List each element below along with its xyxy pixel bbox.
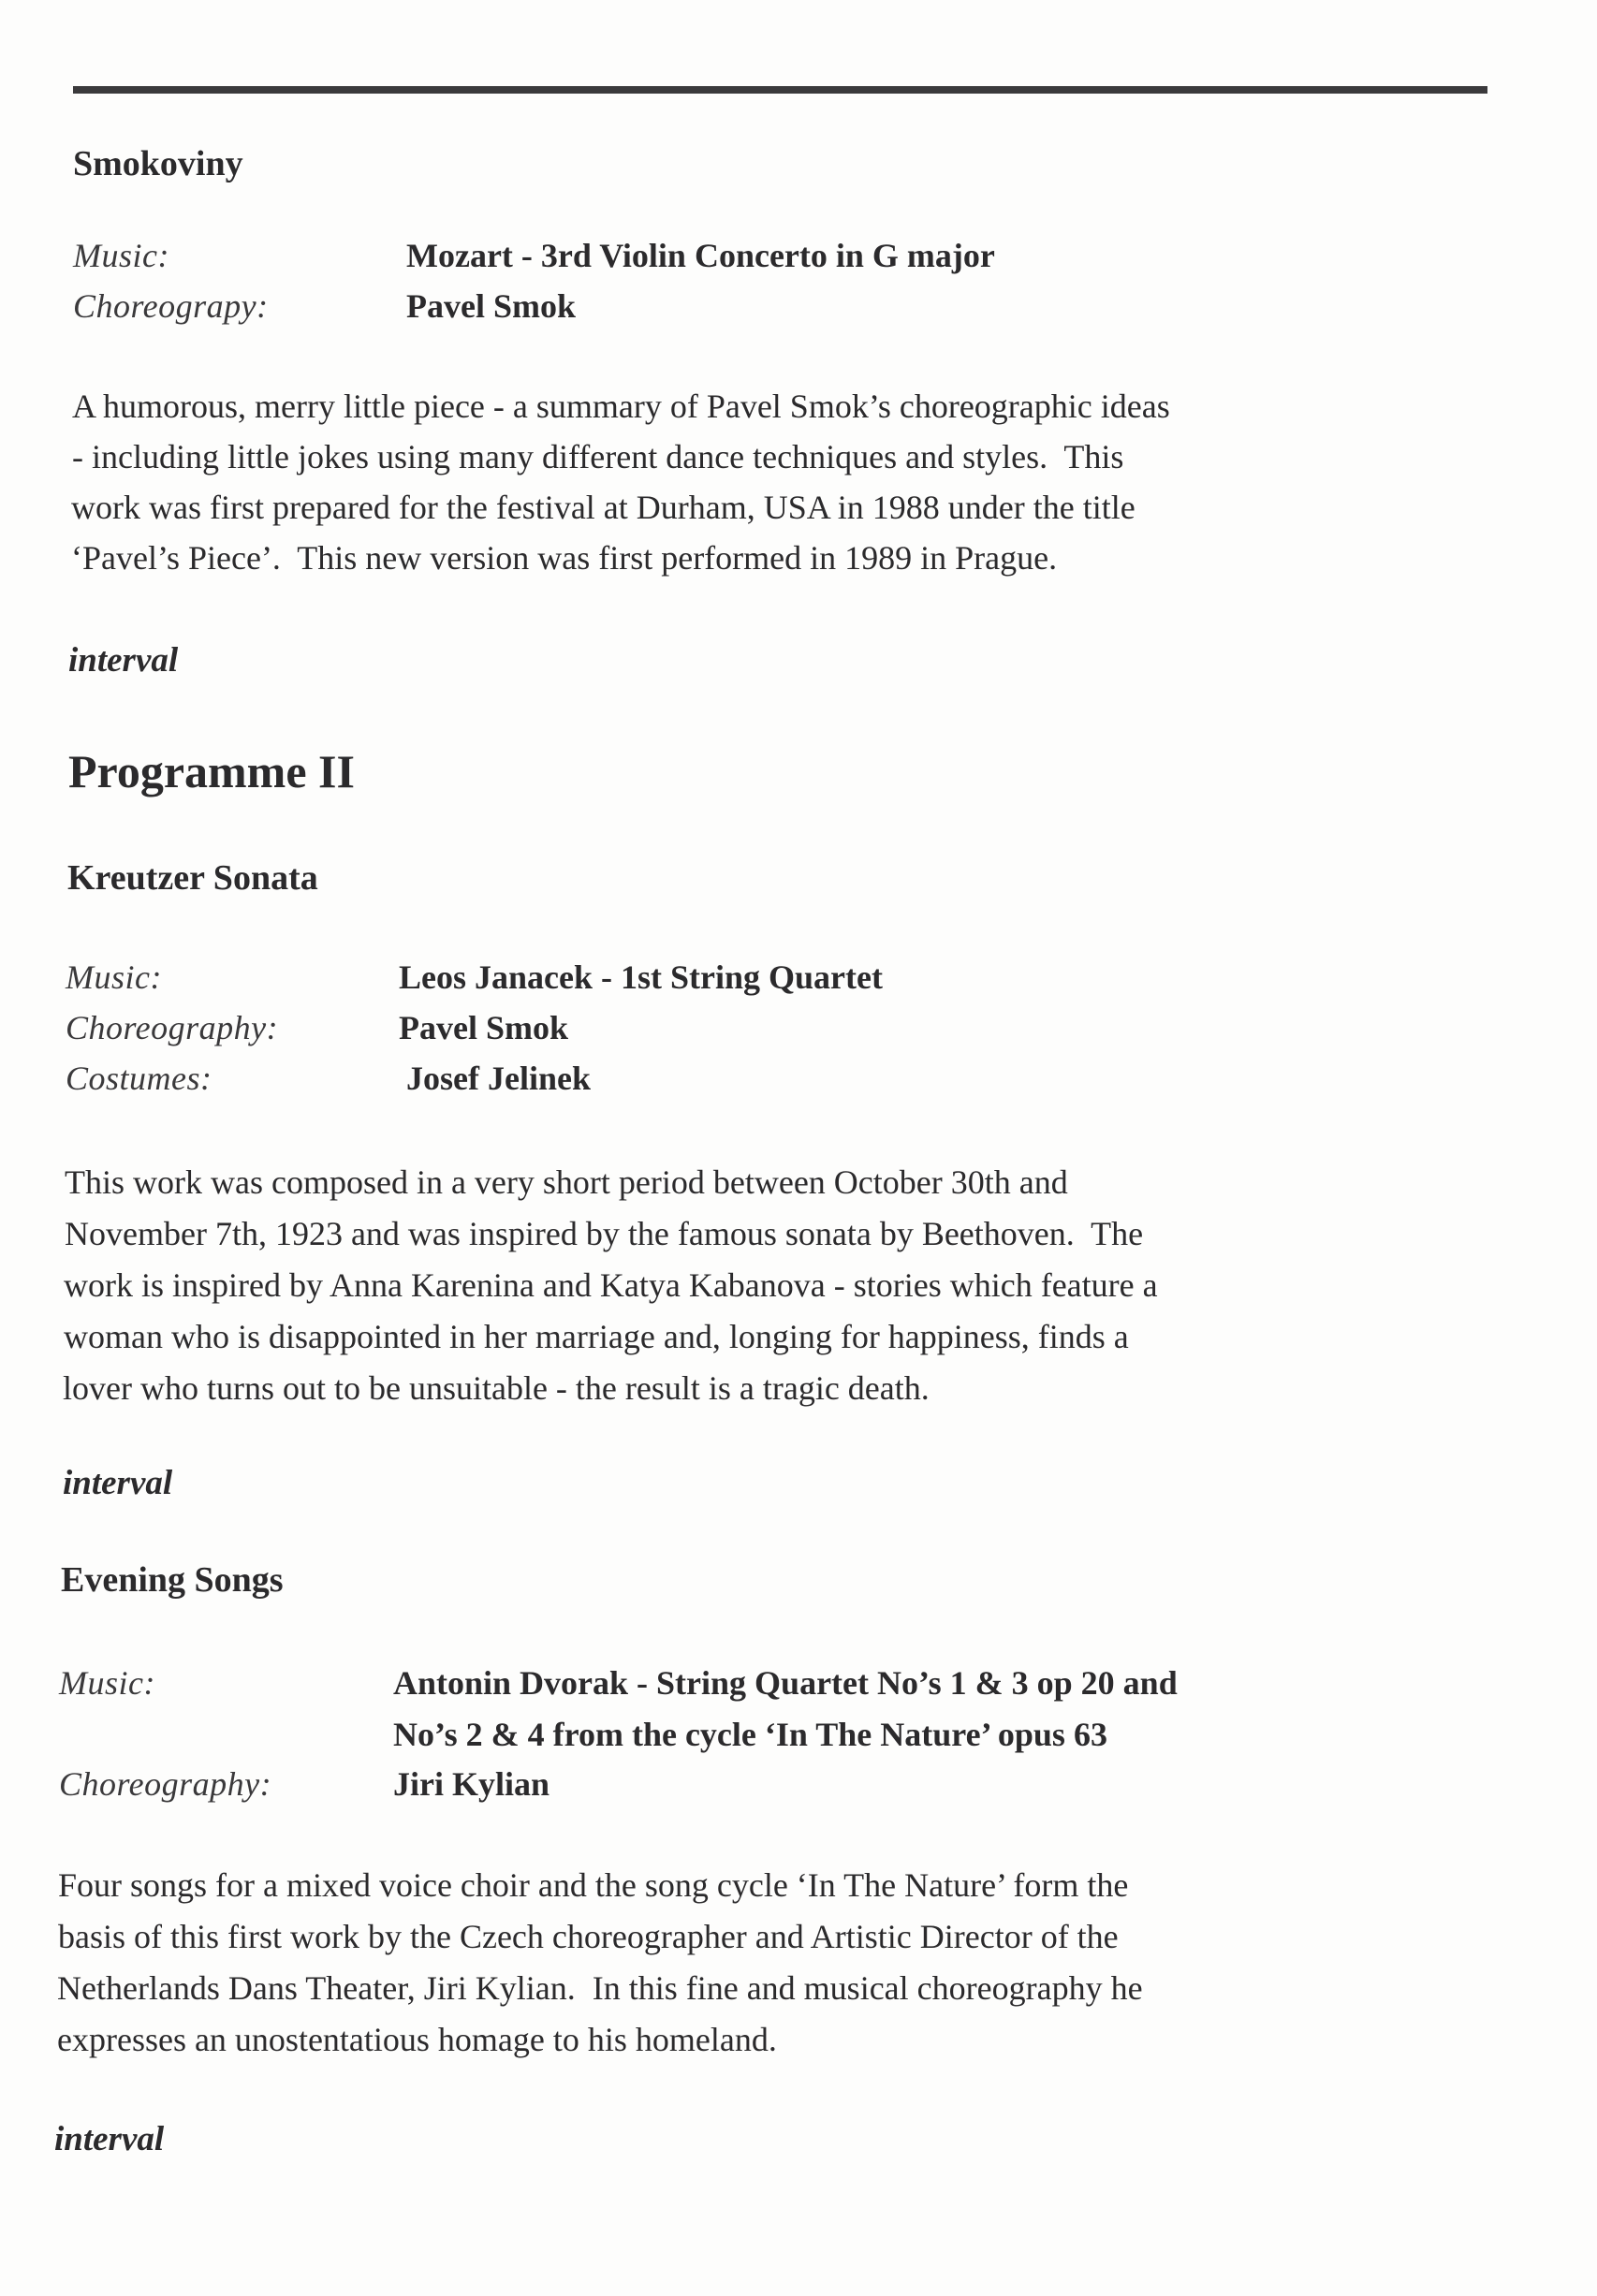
programme-heading: Programme II [68,745,355,797]
description-line: November 7th, 1923 and was inspired by the famous sonata by Beethoven. The [65,1215,1144,1252]
credit-label-music: Music: [66,958,162,996]
description-line: ‘Pavel’s Piece’. This new version was first performed in 1989 in Prague. [71,539,1058,577]
credit-label-music: Music: [73,237,169,274]
description-line: work was first prepared for the festival at Durham, USA in 1988 under the title [71,489,1135,526]
description-line: expresses an unostentatious homage to his homeland. [57,2021,777,2058]
piece-title: Kreutzer Sonata [67,858,318,898]
piece-title: Smokoviny [73,144,243,183]
credit-label-choreography: Choreography: [66,1009,279,1046]
credit-value-costumes: Josef Jelinek [406,1060,591,1097]
description-line: - including little jokes using many different dance techniques and styles. This [72,438,1124,475]
description-line: basis of this first work by the Czech choreographer and Artistic Director of the [58,1918,1119,1955]
piece-title: Evening Songs [61,1560,284,1600]
credit-value-music: Leos Janacek - 1st String Quartet [399,958,883,996]
credit-value-choreography: Pavel Smok [406,287,577,325]
credit-value-choreography: Jiri Kylian [393,1765,550,1803]
credit-label-costumes: Costumes: [66,1060,212,1097]
credit-value-music: Antonin Dvorak - String Quartet No’s 1 & 3 op 20 and [393,1664,1178,1702]
credit-label-music: Music: [59,1664,155,1702]
description-line: work is inspired by Anna Karenina and Katya Kabanova - stories which feature a [64,1266,1158,1304]
interval-label: interval [63,1464,173,1502]
credit-label-choreography: Choreography: [59,1765,272,1803]
interval-label: interval [68,641,179,680]
description-line: lover who turns out to be unsuitable - the result is a tragic death. [63,1369,930,1407]
top-rule [73,86,1487,94]
credit-value-music-continued: No’s 2 & 4 from the cycle ‘In The Nature’ opus 63 [393,1716,1107,1753]
description-line: Netherlands Dans Theater, Jiri Kylian. In this fine and musical choreography he [57,1969,1143,2007]
interval-label: interval [54,2120,165,2158]
credit-label-choreography: Choreograpy: [73,287,269,325]
description-line: This work was composed in a very short period between October 30th and [65,1163,1068,1201]
description-line: A humorous, merry little piece - a summary of Pavel Smok’s choreographic ideas [72,388,1170,425]
credit-value-music: Mozart - 3rd Violin Concerto in G major [406,237,995,274]
description-line: Four songs for a mixed voice choir and the song cycle ‘In The Nature’ form the [58,1866,1129,1904]
credit-value-choreography: Pavel Smok [399,1009,569,1046]
description-line: woman who is disappointed in her marriage and, longing for happiness, finds a [64,1318,1129,1355]
